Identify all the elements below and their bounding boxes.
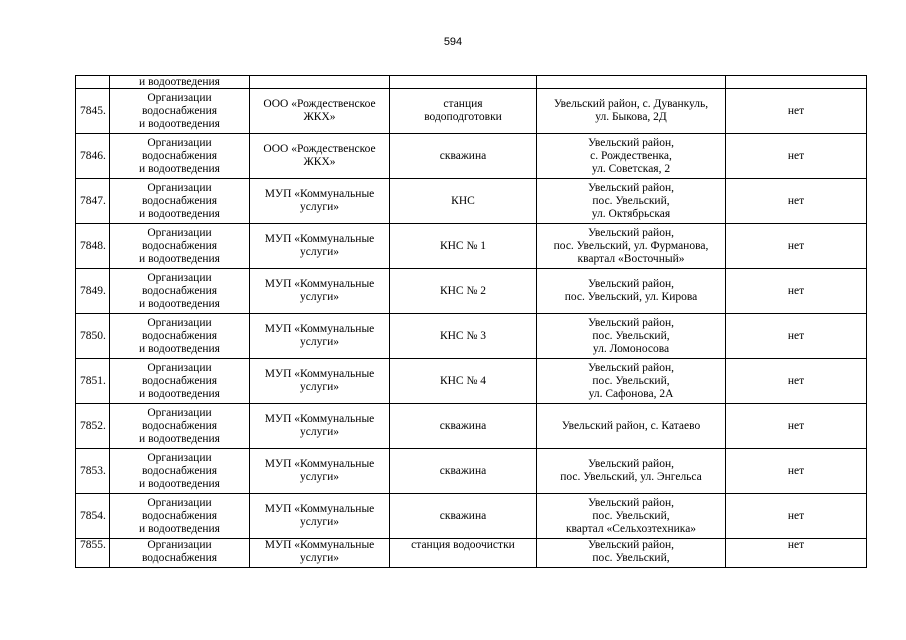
cell-address xyxy=(537,539,726,568)
cell-type-line: водоснабжения xyxy=(141,104,218,117)
cell-object-line: водоподготовки xyxy=(424,111,502,123)
cell-status: нет xyxy=(726,494,867,539)
cell-status: нет xyxy=(726,404,867,449)
table-row xyxy=(76,494,867,539)
table-row-continuation xyxy=(76,76,867,89)
cell-address-line: ул. Ломоносова xyxy=(592,342,670,355)
cell-org-line: услуги» xyxy=(300,552,339,564)
cell-status: нет xyxy=(726,134,867,179)
table-row xyxy=(76,449,867,494)
cell-object-line: КНС № 3 xyxy=(439,329,487,342)
table-row xyxy=(76,134,867,179)
cell-address-line: пос. Увельский, xyxy=(592,552,670,564)
cell-status: нет xyxy=(726,449,867,494)
cell-status: нет xyxy=(726,269,867,314)
cell-org xyxy=(250,89,390,134)
cell-address xyxy=(537,76,726,89)
cell-type-line: Организации xyxy=(147,136,212,149)
cell-address xyxy=(537,269,726,314)
cell-org xyxy=(250,449,390,494)
cell-type xyxy=(110,134,250,179)
cell-address-line: Увельский район, xyxy=(588,539,674,551)
cell-org-line: ООО «Рождественское xyxy=(263,98,376,110)
cell-type xyxy=(110,404,250,449)
cell-type-line: и водоотведения xyxy=(139,342,220,355)
table-row xyxy=(76,224,867,269)
cell-address xyxy=(537,449,726,494)
cell-object-line: скважина xyxy=(439,509,487,522)
cell-object xyxy=(390,494,537,539)
cell-status: нет xyxy=(726,359,867,404)
cell-type-line: Организации xyxy=(147,496,212,509)
registry-table xyxy=(75,75,867,568)
cell-type-line: водоснабжения xyxy=(141,239,218,252)
cell-org xyxy=(250,134,390,179)
cell-address-line: с. Рождественка, xyxy=(590,149,672,162)
cell-org-line: ЖКХ» xyxy=(303,111,336,123)
cell-org-line: услуги» xyxy=(300,471,339,483)
cell-address-line: ул. Быкова, 2Д xyxy=(595,111,667,123)
cell-type-line: и водоотведения xyxy=(139,297,220,310)
cell-type xyxy=(110,449,250,494)
cell-status xyxy=(726,76,867,89)
registry-table-body xyxy=(76,76,867,568)
cell-type-line: и водоотведения xyxy=(139,522,220,535)
cell-org xyxy=(250,314,390,359)
cell-num: 7852. xyxy=(76,404,110,449)
cell-object xyxy=(390,224,537,269)
cell-type xyxy=(110,359,250,404)
cell-type xyxy=(110,314,250,359)
cell-type-line: водоснабжения xyxy=(141,329,218,342)
cell-num: 7845. xyxy=(76,89,110,134)
cell-object-line: скважина xyxy=(439,419,487,432)
cell-address xyxy=(537,179,726,224)
cell-type-line: водоснабжения xyxy=(141,284,218,297)
cell-org-line: МУП «Коммунальные xyxy=(264,503,375,515)
cell-type-line: и водоотведения xyxy=(139,477,220,490)
cell-type-line: Организации xyxy=(147,91,212,104)
cell-address xyxy=(537,134,726,179)
cell-type-line: Организации xyxy=(147,271,212,284)
cell-org-line: услуги» xyxy=(300,246,339,258)
cell-type-line: водоснабжения xyxy=(141,464,218,477)
cell-status: нет xyxy=(726,314,867,359)
cell-num: 7851. xyxy=(76,359,110,404)
cell-object xyxy=(390,314,537,359)
cell-address-line: ул. Советская, 2 xyxy=(591,162,671,175)
cell-type: и водоотведения xyxy=(110,76,250,89)
cell-object-line: КНС № 1 xyxy=(439,239,487,252)
cell-address-line: пос. Увельский, ул. Фурманова, xyxy=(553,239,709,252)
table-row xyxy=(76,89,867,134)
cell-type-line: и водоотведения xyxy=(139,387,220,400)
table-row xyxy=(76,314,867,359)
cell-address-line: квартал «Восточный» xyxy=(577,252,685,265)
cell-num: 7846. xyxy=(76,134,110,179)
cell-address-line: пос. Увельский, xyxy=(592,194,670,207)
cell-address xyxy=(537,314,726,359)
cell-num: 7854. xyxy=(76,494,110,539)
cell-org xyxy=(250,359,390,404)
cell-org-line: услуги» xyxy=(300,336,339,348)
cell-address xyxy=(537,359,726,404)
cell-address-line: Увельский район, xyxy=(588,278,674,290)
cell-object xyxy=(390,359,537,404)
cell-object xyxy=(390,404,537,449)
cell-address xyxy=(537,494,726,539)
cell-object-line: КНС № 4 xyxy=(439,374,487,387)
cell-num: 7848. xyxy=(76,224,110,269)
cell-object xyxy=(390,89,537,134)
cell-org xyxy=(250,269,390,314)
page-number: 594 xyxy=(443,36,463,48)
cell-type-line: Организации xyxy=(147,181,212,194)
cell-num: 7850. xyxy=(76,314,110,359)
cell-type-line: водоснабжения xyxy=(141,509,218,522)
cell-type-line: водоснабжения xyxy=(141,374,218,387)
cell-org-line: услуги» xyxy=(300,516,339,528)
cell-object-line: КНС № 2 xyxy=(439,284,487,297)
cell-type xyxy=(110,179,250,224)
cell-type-line: Организации xyxy=(147,406,212,419)
cell-org xyxy=(250,76,390,89)
table-row xyxy=(76,179,867,224)
cell-object xyxy=(390,134,537,179)
cell-address-line: Увельский район, xyxy=(588,226,674,239)
cell-object xyxy=(390,179,537,224)
cell-status: нет xyxy=(726,224,867,269)
cell-address-line: Увельский район, xyxy=(588,496,674,509)
cell-address-line: пос. Увельский, xyxy=(592,374,670,387)
table-row xyxy=(76,539,867,568)
cell-org-line: услуги» xyxy=(300,426,339,438)
cell-address xyxy=(537,404,726,449)
cell-type-line: водоснабжения xyxy=(141,149,218,162)
cell-num: 7849. xyxy=(76,269,110,314)
cell-org-line: МУП «Коммунальные xyxy=(264,539,375,551)
cell-org xyxy=(250,539,390,568)
cell-org xyxy=(250,494,390,539)
cell-type-line: и водоотведения xyxy=(139,252,220,265)
cell-org-line: МУП «Коммунальные xyxy=(264,233,375,245)
cell-address-line: пос. Увельский, xyxy=(592,509,670,522)
cell-type xyxy=(110,224,250,269)
cell-org-line: услуги» xyxy=(300,291,339,303)
cell-type-line: водоснабжения xyxy=(141,552,218,564)
cell-type-line: Организации xyxy=(147,539,212,551)
cell-object-line: станция xyxy=(443,98,483,110)
cell-address-line: Увельский район, с. Катаево xyxy=(561,419,701,432)
cell-org-line: ЖКХ» xyxy=(303,156,336,168)
cell-type xyxy=(110,539,250,568)
cell-org-line: МУП «Коммунальные xyxy=(264,413,375,425)
cell-type xyxy=(110,494,250,539)
cell-status: нет xyxy=(726,539,867,568)
cell-address-line: ул. Сафонова, 2А xyxy=(588,387,674,400)
cell-object xyxy=(390,269,537,314)
cell-org xyxy=(250,404,390,449)
cell-org-line: МУП «Коммунальные xyxy=(264,323,375,335)
table-row xyxy=(76,269,867,314)
cell-type-line: Организации xyxy=(147,451,212,464)
cell-org xyxy=(250,179,390,224)
cell-status: нет xyxy=(726,89,867,134)
cell-org-line: МУП «Коммунальные xyxy=(264,188,375,200)
cell-type xyxy=(110,269,250,314)
cell-address-line: пос. Увельский, ул. Кирова xyxy=(564,291,698,303)
cell-type-line: Организации xyxy=(147,316,212,329)
cell-address-line: Увельский район, xyxy=(588,458,674,470)
cell-address-line: квартал «Сельхозтехника» xyxy=(565,522,697,535)
cell-address xyxy=(537,224,726,269)
cell-object-line: скважина xyxy=(439,464,487,477)
cell-num: 7855. xyxy=(76,539,110,568)
cell-type-line: и водоотведения xyxy=(139,117,220,130)
cell-type xyxy=(110,89,250,134)
table-row xyxy=(76,404,867,449)
cell-address-line: ул. Октябрьская xyxy=(591,207,671,220)
cell-address-line: Увельский район, xyxy=(588,361,674,374)
cell-type-line: водоснабжения xyxy=(141,194,218,207)
cell-org-line: ООО «Рождественское xyxy=(263,143,376,155)
cell-address-line: Увельский район, xyxy=(588,181,674,194)
cell-org-line: услуги» xyxy=(300,201,339,213)
cell-object xyxy=(390,76,537,89)
cell-object xyxy=(390,539,537,568)
cell-type-line: водоснабжения xyxy=(141,419,218,432)
cell-org-line: МУП «Коммунальные xyxy=(264,368,375,380)
cell-type-line: Организации xyxy=(147,226,212,239)
cell-address-line: пос. Увельский, xyxy=(592,329,670,342)
cell-object xyxy=(390,449,537,494)
cell-address-line: Увельский район, xyxy=(588,136,674,149)
cell-org-line: услуги» xyxy=(300,381,339,393)
cell-object-line: скважина xyxy=(439,149,487,162)
cell-object-line: КНС xyxy=(451,194,475,207)
cell-type-line: и водоотведения xyxy=(139,432,220,445)
cell-address-line: пос. Увельский, ул. Энгельса xyxy=(560,471,702,483)
cell-address-line: Увельский район, xyxy=(588,316,674,329)
cell-address xyxy=(537,89,726,134)
cell-org-line: МУП «Коммунальные xyxy=(264,458,375,470)
table-row xyxy=(76,359,867,404)
cell-org-line: МУП «Коммунальные xyxy=(264,278,375,290)
cell-num: 7853. xyxy=(76,449,110,494)
cell-address-line: Увельский район, с. Дуванкуль, xyxy=(553,98,709,110)
cell-status: нет xyxy=(726,179,867,224)
cell-num: 7847. xyxy=(76,179,110,224)
cell-type-line: и водоотведения xyxy=(139,207,220,220)
cell-object-line: станция водоочистки xyxy=(411,539,515,551)
cell-org xyxy=(250,224,390,269)
cell-type-line: Организации xyxy=(147,361,212,374)
cell-type-line: и водоотведения xyxy=(139,162,220,175)
cell-num xyxy=(76,76,110,89)
